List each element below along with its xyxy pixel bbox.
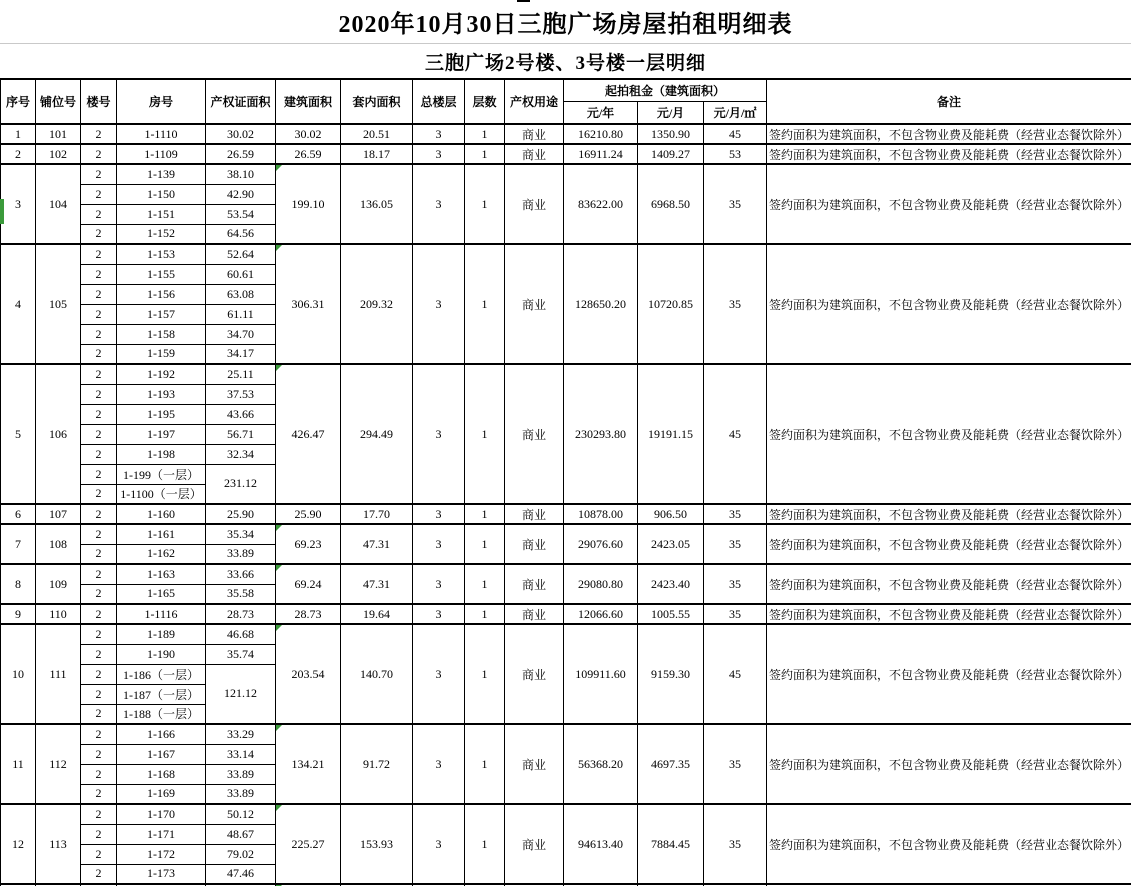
cell-room-no[interactable]: 1-199（一层） xyxy=(117,464,206,484)
cell-floor-count[interactable]: 1 xyxy=(465,624,505,724)
cell-rent-year[interactable]: 109911.60 xyxy=(564,624,638,724)
cell-building-no[interactable]: 2 xyxy=(81,304,117,324)
cell-total-floors[interactable]: 3 xyxy=(413,724,465,804)
cell-cert-area[interactable]: 35.34 xyxy=(206,524,276,544)
cell-building-no[interactable]: 2 xyxy=(81,184,117,204)
cell-floor-count[interactable]: 1 xyxy=(465,144,505,164)
cell-total-floors[interactable]: 3 xyxy=(413,624,465,724)
cell-cert-area[interactable]: 25.11 xyxy=(206,364,276,384)
cell-seq[interactable]: 9 xyxy=(1,604,36,624)
cell-rent-month[interactable]: 7884.45 xyxy=(638,804,704,884)
cell-rent-month[interactable]: 1350.90 xyxy=(638,124,704,144)
cell-building-area[interactable]: 203.54 xyxy=(276,624,341,724)
cell-partial xyxy=(564,884,638,886)
cell-seq[interactable]: 8 xyxy=(1,564,36,604)
cell-cert-area[interactable]: 61.11 xyxy=(206,304,276,324)
cell-cert-area[interactable]: 48.67 xyxy=(206,824,276,844)
header-building-no[interactable]: 楼号 xyxy=(81,79,117,124)
cell-floor-count[interactable]: 1 xyxy=(465,364,505,504)
cell-rent-year[interactable]: 10878.00 xyxy=(564,504,638,524)
cell-cert-area[interactable]: 43.66 xyxy=(206,404,276,424)
cell-seq[interactable]: 1 xyxy=(1,124,36,144)
cell-cert-area[interactable]: 38.10 xyxy=(206,164,276,184)
cell-rent-per-sqm[interactable]: 35 xyxy=(704,604,767,624)
cell-room-no[interactable]: 1-167 xyxy=(117,744,206,764)
cell-room-no[interactable]: 1-158 xyxy=(117,324,206,344)
cell-room-no[interactable]: 1-162 xyxy=(117,544,206,564)
cell-rent-per-sqm[interactable]: 35 xyxy=(704,564,767,604)
cell-rent-per-sqm[interactable]: 35 xyxy=(704,244,767,364)
cell-rent-month[interactable]: 6968.50 xyxy=(638,164,704,244)
cell-unit[interactable]: 112 xyxy=(36,724,81,804)
cell-room-no[interactable]: 1-197 xyxy=(117,424,206,444)
cell-remark[interactable]: 签约面积为建筑面积，不包含物业费及能耗费（经营业态餐饮除外） xyxy=(767,604,1131,624)
cell-floor-count[interactable]: 1 xyxy=(465,564,505,604)
cell-room-no[interactable]: 1-171 xyxy=(117,824,206,844)
cell-partial xyxy=(117,884,206,886)
cell-total-floors[interactable]: 3 xyxy=(413,244,465,364)
cell-rent-year[interactable]: 16911.24 xyxy=(564,144,638,164)
table-header xyxy=(1,79,1131,124)
cell-building-no[interactable]: 2 xyxy=(81,844,117,864)
cell-cert-area[interactable]: 34.17 xyxy=(206,344,276,364)
cell-room-no[interactable]: 1-165 xyxy=(117,584,206,604)
header-usage[interactable]: 产权用途 xyxy=(505,79,564,124)
header-rent-group[interactable]: 起拍租金（建筑面积） xyxy=(564,79,767,101)
cell-usage[interactable]: 商业 xyxy=(505,124,564,144)
header-remark[interactable]: 备注 xyxy=(767,79,1131,124)
cell-partial xyxy=(465,884,505,886)
header-building-area[interactable]: 建筑面积 xyxy=(276,79,341,124)
cell-building-no[interactable]: 2 xyxy=(81,764,117,784)
cell-total-floors[interactable]: 3 xyxy=(413,524,465,564)
cell-seq[interactable]: 5 xyxy=(1,364,36,504)
cell-usage[interactable]: 商业 xyxy=(505,504,564,524)
header-total-floors[interactable]: 总楼层 xyxy=(413,79,465,124)
cell-room-no[interactable]: 1-150 xyxy=(117,184,206,204)
cell-cert-area[interactable]: 33.89 xyxy=(206,544,276,564)
cell-building-no[interactable]: 2 xyxy=(81,284,117,304)
cell-room-no[interactable]: 1-160 xyxy=(117,504,206,524)
cell-cert-area[interactable]: 33.89 xyxy=(206,784,276,804)
cell-cert-area[interactable]: 60.61 xyxy=(206,264,276,284)
cell-building-no[interactable]: 2 xyxy=(81,724,117,744)
cell-building-no[interactable]: 2 xyxy=(81,824,117,844)
cell-rent-month[interactable]: 10720.85 xyxy=(638,244,704,364)
cell-room-no[interactable]: 1-195 xyxy=(117,404,206,424)
cell-cert-area[interactable]: 53.54 xyxy=(206,204,276,224)
header-rent-year[interactable]: 元/年 xyxy=(564,101,638,124)
cell-rent-month[interactable]: 19191.15 xyxy=(638,364,704,504)
cell-cert-area[interactable]: 33.66 xyxy=(206,564,276,584)
cell-building-area[interactable]: 69.23 xyxy=(276,524,341,564)
cell-building-no[interactable]: 2 xyxy=(81,364,117,384)
cell-usage[interactable]: 商业 xyxy=(505,564,564,604)
cell-remark[interactable]: 签约面积为建筑面积，不包含物业费及能耗费（经营业态餐饮除外） xyxy=(767,124,1131,144)
cell-rent-year[interactable]: 230293.80 xyxy=(564,364,638,504)
cell-inner-area[interactable]: 47.31 xyxy=(341,564,413,604)
cell-floor-count[interactable]: 1 xyxy=(465,124,505,144)
cell-building-no[interactable]: 2 xyxy=(81,424,117,444)
cell-cert-area[interactable]: 47.46 xyxy=(206,864,276,884)
cell-cert-area[interactable]: 33.14 xyxy=(206,744,276,764)
cell-partial xyxy=(767,884,1131,886)
cell-seq[interactable]: 2 xyxy=(1,144,36,164)
cell-room-no[interactable]: 1-190 xyxy=(117,644,206,664)
cell-room-no[interactable]: 1-156 xyxy=(117,284,206,304)
cell-inner-area[interactable]: 140.70 xyxy=(341,624,413,724)
cell-building-no[interactable]: 2 xyxy=(81,564,117,584)
cell-building-no[interactable]: 2 xyxy=(81,164,117,184)
cell-room-no[interactable]: 1-1110 xyxy=(117,124,206,144)
cell-room-no[interactable]: 1-173 xyxy=(117,864,206,884)
cell-building-no[interactable]: 2 xyxy=(81,444,117,464)
cell-partial xyxy=(206,884,276,886)
cell-floor-count[interactable]: 1 xyxy=(465,524,505,564)
cell-rent-per-sqm[interactable]: 35 xyxy=(704,524,767,564)
cell-partial xyxy=(341,884,413,886)
cell-partial xyxy=(638,884,704,886)
cell-cert-area[interactable]: 33.29 xyxy=(206,724,276,744)
cell-remark[interactable]: 签约面积为建筑面积，不包含物业费及能耗费（经营业态餐饮除外） xyxy=(767,524,1131,564)
cell-seq[interactable]: 3 xyxy=(1,164,36,244)
cell-building-no[interactable]: 2 xyxy=(81,484,117,504)
cell-rent-per-sqm[interactable]: 53 xyxy=(704,144,767,164)
cell-rent-year[interactable]: 94613.40 xyxy=(564,804,638,884)
cell-room-no[interactable]: 1-1109 xyxy=(117,144,206,164)
cell-building-area[interactable]: 28.73 xyxy=(276,604,341,624)
cell-remark[interactable]: 签约面积为建筑面积，不包含物业费及能耗费（经营业态餐饮除外） xyxy=(767,564,1131,604)
cell-rent-month[interactable]: 906.50 xyxy=(638,504,704,524)
cell-room-no[interactable]: 1-163 xyxy=(117,564,206,584)
cell-room-no[interactable]: 1-169 xyxy=(117,784,206,804)
cell-cert-area[interactable]: 46.68 xyxy=(206,624,276,644)
cell-inner-area[interactable]: 136.05 xyxy=(341,164,413,244)
cell-inner-area[interactable]: 17.70 xyxy=(341,504,413,524)
cell-seq[interactable]: 6 xyxy=(1,504,36,524)
cell-usage[interactable]: 商业 xyxy=(505,364,564,504)
cell-floor-count[interactable]: 1 xyxy=(465,244,505,364)
header-cert-area[interactable]: 产权证面积 xyxy=(206,79,276,124)
cell-usage[interactable]: 商业 xyxy=(505,724,564,804)
header-seq[interactable]: 序号 xyxy=(1,79,36,124)
cell-total-floors[interactable]: 3 xyxy=(413,364,465,504)
cell-rent-year[interactable]: 16210.80 xyxy=(564,124,638,144)
cell-border-artifact xyxy=(517,0,530,2)
cell-cert-area[interactable]: 30.02 xyxy=(206,124,276,144)
cell-building-no[interactable]: 2 xyxy=(81,324,117,344)
cell-building-no[interactable]: 2 xyxy=(81,704,117,724)
table-body xyxy=(1,124,1131,886)
cell-building-no[interactable]: 2 xyxy=(81,404,117,424)
cell-room-no[interactable]: 1-157 xyxy=(117,304,206,324)
cell-total-floors[interactable]: 3 xyxy=(413,164,465,244)
cell-room-no[interactable]: 1-151 xyxy=(117,204,206,224)
cell-room-no[interactable]: 1-166 xyxy=(117,724,206,744)
cell-cert-area[interactable]: 35.74 xyxy=(206,644,276,664)
cell-seq[interactable]: 7 xyxy=(1,524,36,564)
cell-building-no[interactable]: 2 xyxy=(81,464,117,484)
cell-usage[interactable]: 商业 xyxy=(505,164,564,244)
sheet-title: 2020年10月30日三胞广场房屋拍租明细表 xyxy=(338,12,793,38)
cell-total-floors[interactable]: 3 xyxy=(413,504,465,524)
cell-rent-per-sqm[interactable]: 35 xyxy=(704,504,767,524)
cell-building-no[interactable]: 2 xyxy=(81,344,117,364)
cell-room-no[interactable]: 1-168 xyxy=(117,764,206,784)
cell-building-no[interactable]: 2 xyxy=(81,524,117,544)
cell-partial xyxy=(276,884,341,886)
cell-rent-month[interactable]: 2423.40 xyxy=(638,564,704,604)
cell-floor-count[interactable]: 1 xyxy=(465,504,505,524)
cell-room-no[interactable]: 1-1100（一层） xyxy=(117,484,206,504)
cell-inner-area[interactable]: 209.32 xyxy=(341,244,413,364)
cell-rent-year[interactable]: 56368.20 xyxy=(564,724,638,804)
cell-room-no[interactable]: 1-1116 xyxy=(117,604,206,624)
cell-rent-per-sqm[interactable]: 35 xyxy=(704,164,767,244)
header-inner-area[interactable]: 套内面积 xyxy=(341,79,413,124)
cell-remark[interactable]: 签约面积为建筑面积，不包含物业费及能耗费（经营业态餐饮除外） xyxy=(767,364,1131,504)
cell-rent-month[interactable]: 9159.30 xyxy=(638,624,704,724)
cell-inner-area[interactable]: 153.93 xyxy=(341,804,413,884)
cell-building-no[interactable]: 2 xyxy=(81,504,117,524)
cell-room-no[interactable]: 1-188（一层） xyxy=(117,704,206,724)
cell-partial xyxy=(36,884,81,886)
cell-room-no[interactable]: 1-198 xyxy=(117,444,206,464)
cell-inner-area[interactable]: 91.72 xyxy=(341,724,413,804)
cell-total-floors[interactable]: 3 xyxy=(413,564,465,604)
cell-building-no[interactable]: 2 xyxy=(81,784,117,804)
cell-building-no[interactable]: 2 xyxy=(81,804,117,824)
cell-cert-area[interactable]: 56.71 xyxy=(206,424,276,444)
cell-unit[interactable]: 111 xyxy=(36,624,81,724)
sheet-subtitle-cell[interactable] xyxy=(0,44,1131,78)
cell-building-area[interactable]: 25.90 xyxy=(276,504,341,524)
header-floor-count[interactable]: 层数 xyxy=(465,79,505,124)
cell-building-no[interactable]: 2 xyxy=(81,544,117,564)
cell-seq[interactable]: 4 xyxy=(1,244,36,364)
cell-partial xyxy=(505,884,564,886)
cell-unit[interactable]: 105 xyxy=(36,244,81,364)
cell-remark[interactable]: 签约面积为建筑面积，不包含物业费及能耗费（经营业态餐饮除外） xyxy=(767,504,1131,524)
cell-room-no[interactable]: 1-161 xyxy=(117,524,206,544)
cell-building-area[interactable]: 69.24 xyxy=(276,564,341,604)
cell-partial xyxy=(413,884,465,886)
cell-building-no[interactable]: 2 xyxy=(81,864,117,884)
cell-total-floors[interactable]: 3 xyxy=(413,124,465,144)
cell-building-no[interactable]: 2 xyxy=(81,244,117,264)
cell-building-no[interactable]: 2 xyxy=(81,664,117,684)
cell-rent-year[interactable]: 29076.60 xyxy=(564,524,638,564)
cell-room-no[interactable]: 1-170 xyxy=(117,804,206,824)
cell-room-no[interactable]: 1-172 xyxy=(117,844,206,864)
cell-room-no[interactable]: 1-139 xyxy=(117,164,206,184)
cell-room-no[interactable]: 1-187（一层） xyxy=(117,684,206,704)
cell-partial xyxy=(81,884,117,886)
cell-building-no[interactable]: 2 xyxy=(81,264,117,284)
cell-usage[interactable]: 商业 xyxy=(505,604,564,624)
cell-remark[interactable]: 签约面积为建筑面积，不包含物业费及能耗费（经营业态餐饮除外） xyxy=(767,144,1131,164)
cell-building-area[interactable]: 30.02 xyxy=(276,124,341,144)
cell-room-no[interactable]: 1-192 xyxy=(117,364,206,384)
green-fill-artifact xyxy=(0,199,4,224)
cell-seq[interactable]: 10 xyxy=(1,624,36,724)
cell-unit[interactable]: 101 xyxy=(36,124,81,144)
cell-seq[interactable]: 11 xyxy=(1,724,36,804)
cell-inner-area[interactable]: 294.49 xyxy=(341,364,413,504)
cell-rent-month[interactable]: 1005.55 xyxy=(638,604,704,624)
cell-partial xyxy=(1,884,36,886)
cell-floor-count[interactable]: 1 xyxy=(465,604,505,624)
cell-room-no[interactable]: 1-159 xyxy=(117,344,206,364)
cell-cert-area[interactable]: 32.34 xyxy=(206,444,276,464)
cell-seq[interactable]: 12 xyxy=(1,804,36,884)
cell-rent-year[interactable]: 128650.20 xyxy=(564,244,638,364)
header-unit[interactable]: 铺位号 xyxy=(36,79,81,124)
cell-rent-per-sqm[interactable]: 45 xyxy=(704,364,767,504)
cell-remark[interactable]: 签约面积为建筑面积，不包含物业费及能耗费（经营业态餐饮除外） xyxy=(767,164,1131,244)
cell-cert-area[interactable]: 52.64 xyxy=(206,244,276,264)
cell-unit[interactable]: 104 xyxy=(36,164,81,244)
cell-building-area[interactable]: 26.59 xyxy=(276,144,341,164)
cell-rent-month[interactable]: 2423.05 xyxy=(638,524,704,564)
cell-inner-area[interactable]: 20.51 xyxy=(341,124,413,144)
cell-floor-count[interactable]: 1 xyxy=(465,724,505,804)
cell-building-no[interactable]: 2 xyxy=(81,644,117,664)
cell-usage[interactable]: 商业 xyxy=(505,244,564,364)
cell-cert-area[interactable]: 37.53 xyxy=(206,384,276,404)
cell-inner-area[interactable]: 18.17 xyxy=(341,144,413,164)
cell-building-no[interactable]: 2 xyxy=(81,124,117,144)
sheet-subtitle: 三胞广场2号楼、3号楼一层明细 xyxy=(424,52,706,74)
cell-total-floors[interactable]: 3 xyxy=(413,604,465,624)
header-room-no[interactable]: 房号 xyxy=(117,79,206,124)
cell-unit[interactable]: 108 xyxy=(36,524,81,564)
cell-building-no[interactable]: 2 xyxy=(81,624,117,644)
cell-rent-per-sqm[interactable]: 35 xyxy=(704,804,767,884)
cell-usage[interactable]: 商业 xyxy=(505,804,564,884)
cell-cert-area[interactable]: 35.58 xyxy=(206,584,276,604)
header-rent-month[interactable]: 元/月 xyxy=(638,101,704,124)
cell-cert-area[interactable]: 33.89 xyxy=(206,764,276,784)
cell-remark[interactable]: 签约面积为建筑面积，不包含物业费及能耗费（经营业态餐饮除外） xyxy=(767,244,1131,364)
cell-inner-area[interactable]: 19.64 xyxy=(341,604,413,624)
cell-usage[interactable]: 商业 xyxy=(505,524,564,564)
cell-rent-year[interactable]: 83622.00 xyxy=(564,164,638,244)
cell-cert-area[interactable]: 63.08 xyxy=(206,284,276,304)
cell-rent-per-sqm[interactable]: 45 xyxy=(704,624,767,724)
cell-building-area[interactable]: 426.47 xyxy=(276,364,341,504)
cell-cert-area[interactable]: 121.12 xyxy=(206,664,276,724)
cell-unit[interactable]: 106 xyxy=(36,364,81,504)
cell-building-area[interactable]: 199.10 xyxy=(276,164,341,244)
cell-unit[interactable]: 102 xyxy=(36,144,81,164)
cell-floor-count[interactable]: 1 xyxy=(465,804,505,884)
cell-rent-per-sqm[interactable]: 35 xyxy=(704,724,767,804)
cell-remark[interactable]: 签约面积为建筑面积，不包含物业费及能耗费（经营业态餐饮除外） xyxy=(767,724,1131,804)
rent-detail-table xyxy=(0,78,1131,886)
cell-total-floors[interactable]: 3 xyxy=(413,144,465,164)
cell-building-no[interactable]: 2 xyxy=(81,744,117,764)
cell-unit[interactable]: 107 xyxy=(36,504,81,524)
cell-room-no[interactable]: 1-152 xyxy=(117,224,206,244)
cell-cert-area[interactable]: 42.90 xyxy=(206,184,276,204)
cell-cert-area[interactable]: 28.73 xyxy=(206,604,276,624)
cell-rent-year[interactable]: 12066.60 xyxy=(564,604,638,624)
cell-cert-area[interactable]: 64.56 xyxy=(206,224,276,244)
cell-building-no[interactable]: 2 xyxy=(81,604,117,624)
cell-building-area[interactable]: 306.31 xyxy=(276,244,341,364)
cell-building-area[interactable]: 225.27 xyxy=(276,804,341,884)
cell-unit[interactable]: 110 xyxy=(36,604,81,624)
cell-rent-month[interactable]: 4697.35 xyxy=(638,724,704,804)
cell-building-no[interactable]: 2 xyxy=(81,384,117,404)
cell-building-no[interactable]: 2 xyxy=(81,144,117,164)
cell-rent-year[interactable]: 29080.80 xyxy=(564,564,638,604)
cell-cert-area[interactable]: 79.02 xyxy=(206,844,276,864)
cell-room-no[interactable]: 1-153 xyxy=(117,244,206,264)
cell-building-area[interactable]: 134.21 xyxy=(276,724,341,804)
cell-room-no[interactable]: 1-189 xyxy=(117,624,206,644)
cell-remark[interactable]: 签约面积为建筑面积，不包含物业费及能耗费（经营业态餐饮除外） xyxy=(767,624,1131,724)
cell-building-no[interactable]: 2 xyxy=(81,584,117,604)
cell-room-no[interactable]: 1-193 xyxy=(117,384,206,404)
cell-building-no[interactable]: 2 xyxy=(81,684,117,704)
header-rent-per-sqm[interactable]: 元/月/㎡ xyxy=(704,101,767,124)
cell-room-no[interactable]: 1-155 xyxy=(117,264,206,284)
cell-partial xyxy=(704,884,767,886)
cell-remark[interactable]: 签约面积为建筑面积，不包含物业费及能耗费（经营业态餐饮除外） xyxy=(767,804,1131,884)
sheet-title-cell[interactable] xyxy=(0,0,1131,44)
cell-total-floors[interactable]: 3 xyxy=(413,804,465,884)
cell-room-no[interactable]: 1-186（一层） xyxy=(117,664,206,684)
cell-cert-area[interactable]: 25.90 xyxy=(206,504,276,524)
cell-cert-area[interactable]: 26.59 xyxy=(206,144,276,164)
cell-cert-area[interactable]: 50.12 xyxy=(206,804,276,824)
cell-usage[interactable]: 商业 xyxy=(505,624,564,724)
cell-building-no[interactable]: 2 xyxy=(81,204,117,224)
cell-cert-area[interactable]: 34.70 xyxy=(206,324,276,344)
cell-building-no[interactable]: 2 xyxy=(81,224,117,244)
cell-unit[interactable]: 113 xyxy=(36,804,81,884)
cell-floor-count[interactable]: 1 xyxy=(465,164,505,244)
cell-inner-area[interactable]: 47.31 xyxy=(341,524,413,564)
cell-usage[interactable]: 商业 xyxy=(505,144,564,164)
cell-rent-per-sqm[interactable]: 45 xyxy=(704,124,767,144)
cell-unit[interactable]: 109 xyxy=(36,564,81,604)
cell-rent-month[interactable]: 1409.27 xyxy=(638,144,704,164)
cell-cert-area[interactable]: 231.12 xyxy=(206,464,276,504)
